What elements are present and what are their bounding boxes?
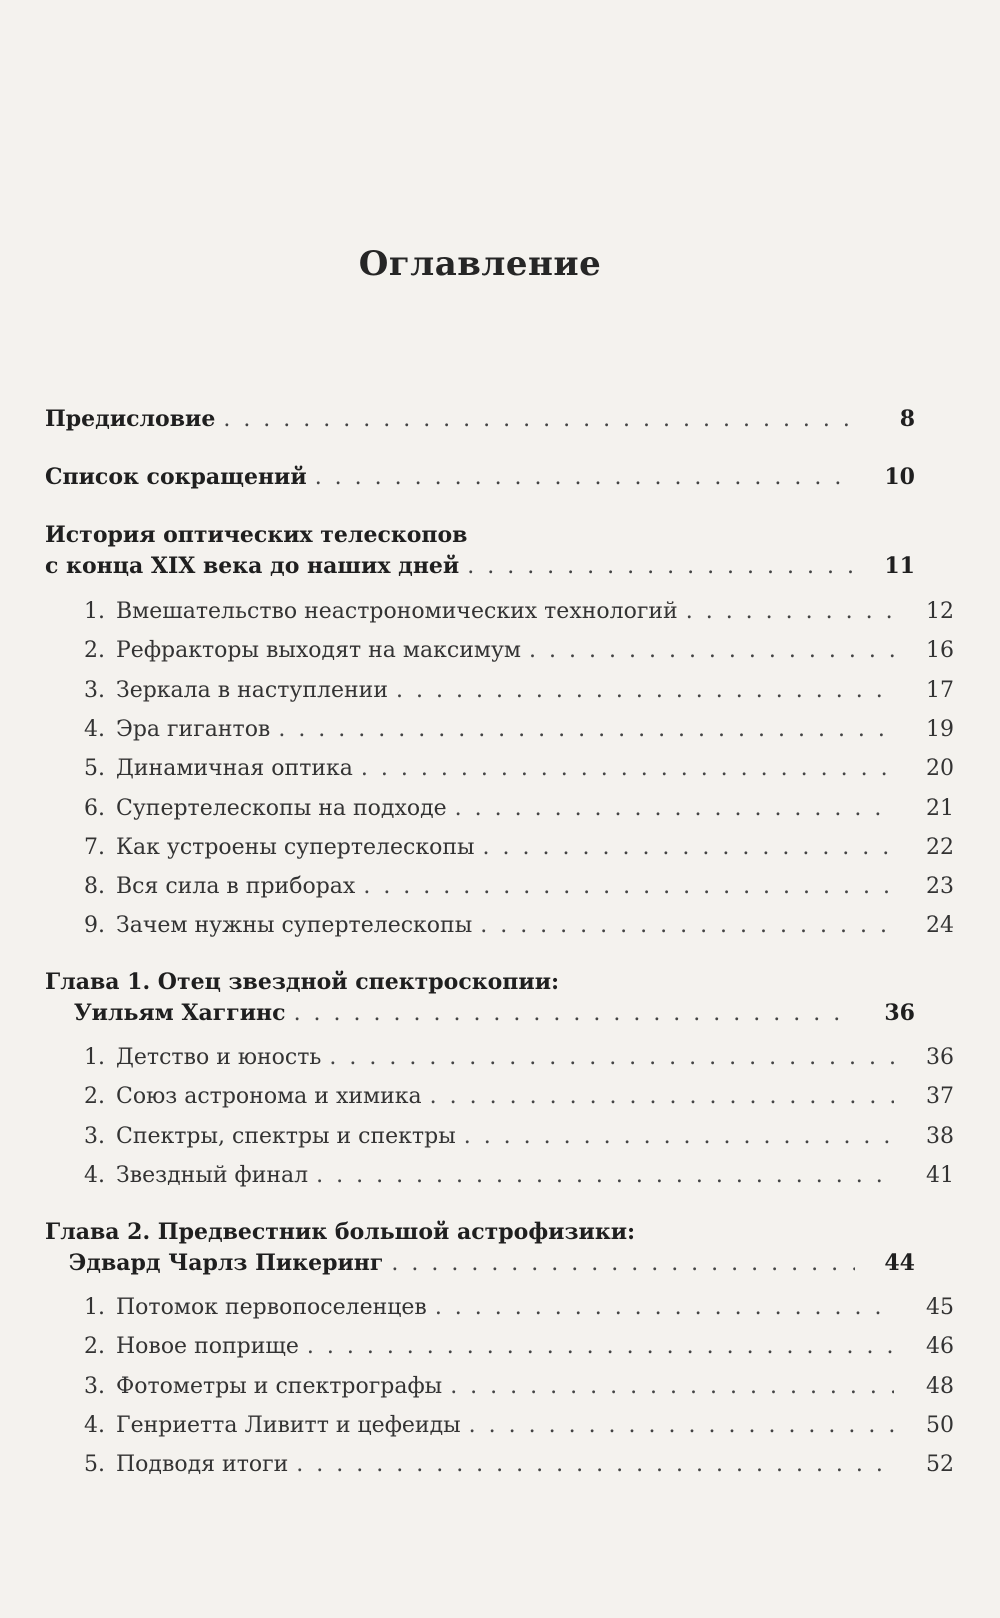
toc-section-label: Эра гигантов	[116, 716, 271, 742]
toc-section-label: Супертелескопы на подходе	[116, 795, 447, 821]
toc-page-number: 8	[899, 406, 915, 432]
leader-dots	[529, 635, 894, 666]
section-number: 5.	[84, 1452, 105, 1478]
page-title: Оглавление	[358, 244, 602, 284]
toc-section-label: Детство и юность	[116, 1045, 322, 1070]
leader-dots	[315, 462, 855, 493]
toc-section-label: Зеркала в наступлении	[116, 677, 389, 703]
leader-dots	[455, 793, 894, 824]
toc-entry-preface[interactable]	[45, 404, 915, 435]
toc-entry-label-line2: с конца XIX века до наших дней	[45, 553, 460, 579]
toc-page-number: 46	[926, 1334, 954, 1360]
toc-page-number: 50	[926, 1412, 954, 1438]
toc-section-label: Союз астронома и химика	[116, 1084, 422, 1110]
toc-section-label: Потомок первопоселенцев	[116, 1295, 427, 1320]
toc-section-item[interactable]	[45, 753, 954, 784]
toc-section-label: Новое поприще	[116, 1334, 299, 1360]
toc-section-item[interactable]	[45, 635, 954, 666]
toc-entry-label: Список сокращений	[45, 464, 307, 490]
section-number: 4.	[84, 716, 105, 742]
chapter-prefix: Глава 1.	[45, 969, 151, 995]
toc-page-number: 44	[884, 1250, 915, 1276]
toc-section-item[interactable]	[45, 1160, 954, 1191]
leader-dots	[430, 1081, 894, 1112]
leader-dots	[363, 871, 894, 902]
section-number: 3.	[84, 1373, 105, 1399]
toc-page-number: 36	[884, 1000, 915, 1026]
toc-section-item[interactable]	[45, 1410, 954, 1441]
section-number: 8.	[84, 874, 105, 900]
leader-dots	[435, 1292, 894, 1323]
toc-page-number: 23	[926, 874, 954, 900]
section-number: 3.	[84, 1123, 105, 1149]
toc-page-number: 19	[926, 716, 954, 742]
section-number: 6.	[84, 795, 105, 821]
leader-dots	[469, 1410, 894, 1441]
toc-section-label: Вмешательство неастрономических технологий	[116, 599, 678, 624]
toc-section-item[interactable]	[45, 1121, 954, 1152]
toc-section-label: Рефракторы выходят на максимум	[116, 638, 522, 664]
toc-page-number: 38	[926, 1123, 954, 1149]
section-number: 3.	[84, 677, 105, 703]
toc-section-item[interactable]	[45, 714, 954, 745]
leader-dots	[296, 1449, 894, 1480]
toc-page-number: 37	[926, 1084, 954, 1110]
toc-section-label: Подводя итоги	[116, 1452, 289, 1478]
toc-page-number: 17	[926, 677, 954, 703]
toc-section-item[interactable]	[45, 793, 954, 824]
toc-section-label: Спектры, спектры и спектры	[116, 1123, 456, 1149]
toc-page-number: 11	[884, 553, 915, 579]
toc-section-item[interactable]	[45, 1449, 954, 1480]
toc-page-number: 20	[926, 756, 954, 782]
toc-section-item[interactable]	[45, 1081, 954, 1112]
toc-page-number: 48	[926, 1373, 954, 1399]
leader-dots	[464, 1121, 894, 1152]
toc-entry-label-line2: Эдвард Чарлз Пикеринг	[68, 1250, 384, 1276]
toc-entry-label: Предисловие	[45, 406, 216, 432]
toc-section-item[interactable]	[45, 1371, 954, 1402]
toc-page-number: 24	[926, 913, 954, 939]
toc-page-number: 12	[926, 599, 954, 624]
section-number: 4.	[84, 1162, 105, 1188]
section-number: 9.	[84, 913, 105, 939]
toc-section-label: Динамичная оптика	[116, 756, 353, 782]
toc-entry-label-line1: Предвестник большой астрофизики:	[157, 1219, 636, 1245]
leader-dots	[307, 1331, 894, 1362]
leader-dots	[483, 832, 894, 863]
section-number: 2.	[84, 1084, 105, 1110]
toc-entry-chapter-2[interactable]	[45, 1217, 915, 1279]
section-number: 1.	[84, 1045, 105, 1070]
leader-dots	[294, 998, 855, 1029]
toc-page-number: 41	[926, 1162, 954, 1188]
toc-section-item[interactable]	[45, 1292, 954, 1323]
leader-dots	[467, 551, 855, 582]
leader-dots	[450, 1371, 894, 1402]
section-number: 2.	[84, 1334, 105, 1360]
toc-page-number: 36	[926, 1045, 954, 1070]
toc-section-label: Как устроены супертелескопы	[116, 834, 475, 860]
leader-dots	[391, 1248, 855, 1279]
section-number: 1.	[84, 1295, 105, 1320]
toc-section-item[interactable]	[45, 832, 954, 863]
leader-dots	[329, 1042, 894, 1073]
section-number: 7.	[84, 834, 105, 860]
toc-entry-chapter-1[interactable]	[45, 967, 915, 1029]
section-number: 4.	[84, 1412, 105, 1438]
leader-dots	[686, 596, 894, 627]
leader-dots	[361, 753, 894, 784]
toc-section-item[interactable]	[45, 596, 954, 627]
toc-entry-abbreviations[interactable]	[45, 462, 915, 493]
toc-page-number: 22	[926, 834, 954, 860]
toc-section-label: Вся сила в приборах	[116, 874, 356, 900]
toc-section-label: Звездный финал	[116, 1162, 309, 1188]
leader-dots	[278, 714, 894, 745]
toc-section-label: Генриетта Ливитт и цефеиды	[116, 1412, 461, 1438]
section-number: 1.	[84, 599, 105, 624]
toc-section-label: Зачем нужны супертелескопы	[116, 913, 473, 939]
toc-page-number: 52	[926, 1452, 954, 1478]
toc-page-number: 10	[884, 464, 915, 490]
toc-entry-history[interactable]	[45, 520, 915, 582]
leader-dots	[316, 1160, 894, 1191]
chapter-prefix: Глава 2.	[45, 1219, 151, 1245]
toc-entry-label-line1: Отец звездной спектроскопии:	[157, 969, 560, 995]
toc-section-item[interactable]	[45, 1331, 954, 1362]
toc-entry-label-line1: История оптических телескопов	[45, 522, 468, 548]
toc-page-number: 21	[926, 795, 954, 821]
leader-dots	[396, 675, 894, 706]
toc-page-number: 16	[926, 638, 954, 664]
toc-entry-label-line2: Уильям Хаггинс	[73, 1000, 286, 1026]
toc-section-item[interactable]	[45, 675, 954, 706]
toc-section-item[interactable]	[45, 871, 954, 902]
leader-dots	[223, 404, 855, 435]
toc-page-number: 45	[926, 1295, 954, 1320]
leader-dots	[480, 910, 894, 941]
section-number: 5.	[84, 756, 105, 782]
toc-section-item[interactable]	[45, 1042, 954, 1073]
section-number: 2.	[84, 638, 105, 664]
toc-section-item[interactable]	[45, 910, 954, 941]
toc-section-label: Фотометры и спектрографы	[116, 1373, 443, 1399]
